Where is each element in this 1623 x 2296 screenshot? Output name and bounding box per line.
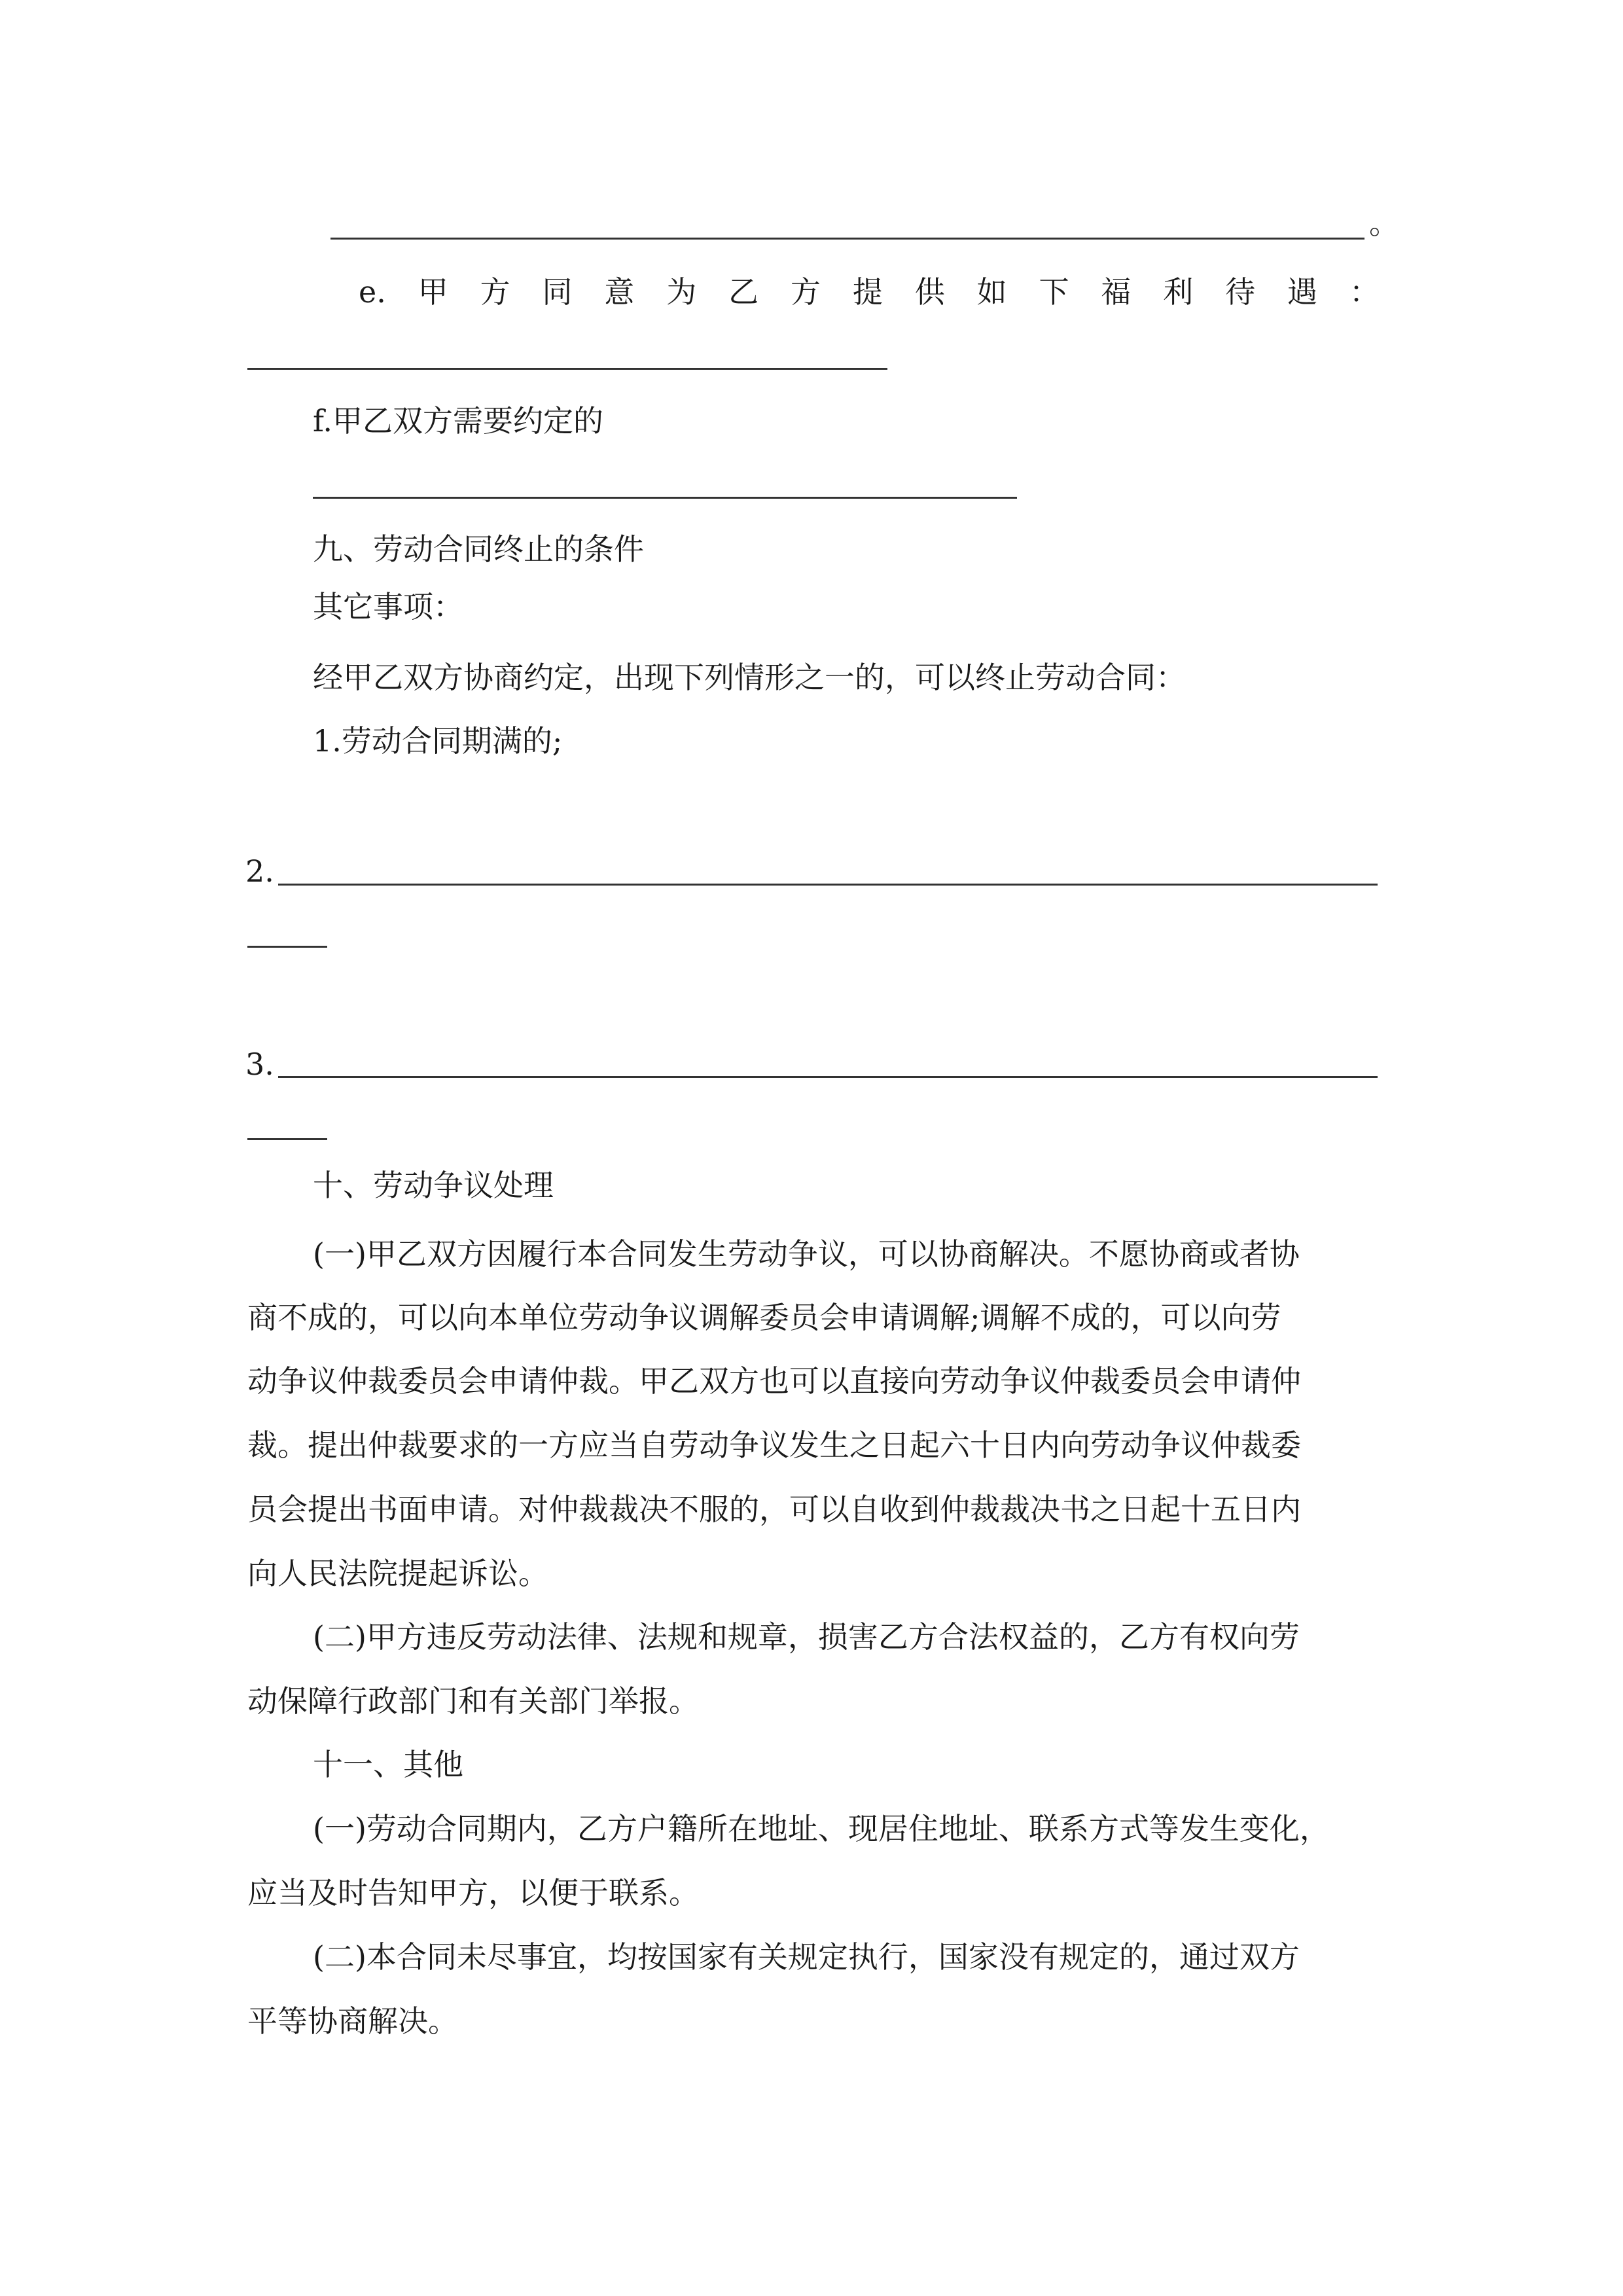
item-e-char: 甲: [418, 274, 448, 310]
top-period: 。: [1369, 206, 1399, 241]
item-e-char: 为: [666, 274, 697, 310]
section-9-item-3-label: 3.: [245, 1047, 274, 1082]
section-11-p1-line: 应当及时告知甲方，以便于联系。: [247, 1875, 699, 1910]
item-e-char: 乙: [728, 274, 759, 310]
item-f: f.甲乙双方需要约定的: [313, 403, 604, 439]
section-11-p1-line: (一)劳动合同期内，乙方户籍所在地址、现居住地址、联系方式等发生变化，: [313, 1811, 1330, 1846]
blank-line-item-2-cont: [247, 946, 327, 948]
item-e-line: [359, 274, 1380, 310]
section-10-p2-line: (二)甲方违反劳动法律、法规和规章，损害乙方合法权益的，乙方有权向劳: [313, 1619, 1300, 1655]
blank-line-e: [247, 368, 887, 370]
section-9-item-1: 1.劳动合同期满的;: [313, 723, 563, 759]
section-10-p2-line: 动保障行政部门和有关部门举报。: [247, 1683, 699, 1719]
blank-line-f: [313, 497, 1017, 499]
section-10-p1-line: (一)甲乙双方因履行本合同发生劳动争议，可以协商解决。不愿协商或者协: [313, 1236, 1300, 1272]
item-e-char: 方: [790, 274, 821, 310]
item-e-char: 待: [1225, 274, 1256, 310]
item-e-colon: ：: [1349, 274, 1380, 310]
section-11-p2-line: (二)本合同未尽事宜，均按国家有关规定执行，国家没有规定的，通过双方: [313, 1939, 1300, 1975]
section-9-heading: 九、劳动合同终止的条件: [313, 531, 644, 567]
item-e-char: 意: [604, 274, 635, 310]
section-9-other: 其它事项：: [313, 589, 463, 624]
section-10-p1-line: 动争议仲裁委员会申请仲裁。甲乙双方也可以直接向劳动争议仲裁委员会申请仲: [247, 1363, 1301, 1399]
section-10-heading: 十、劳动争议处理: [313, 1168, 554, 1203]
item-e-label: e.: [359, 274, 386, 310]
item-e-char: 方: [480, 274, 510, 310]
section-10-p1-line: 裁。提出仲裁要求的一方应当自劳动争议发生之日起六十日内向劳动争议仲裁委: [247, 1427, 1301, 1463]
item-e-char: 提: [852, 274, 883, 310]
section-11-p2-line: 平等协商解决。: [247, 2003, 458, 2039]
item-e-char: 遇: [1287, 274, 1317, 310]
section-10-p1-line: 向人民法院提起诉讼。: [247, 1556, 548, 1591]
section-10-p1-line: 员会提出书面申请。对仲裁裁决不服的，可以自收到仲裁裁决书之日起十五日内: [247, 1492, 1301, 1527]
section-10-p1-line: 商不成的，可以向本单位劳动争议调解委员会申请调解;调解不成的，可以向劳: [247, 1300, 1281, 1335]
blank-line-item-2: [278, 884, 1378, 886]
section-9-intro: 经甲乙双方协商约定，出现下列情形之一的，可以终止劳动合同：: [313, 660, 1186, 695]
item-e-char: 如: [976, 274, 1007, 310]
section-9-item-2-label: 2.: [245, 853, 274, 889]
blank-line-item-3-cont: [247, 1138, 327, 1140]
section-11-heading: 十一、其他: [313, 1747, 463, 1782]
blank-line-item-3: [278, 1076, 1378, 1078]
item-e-char: 同: [542, 274, 573, 310]
item-e-char: 福: [1101, 274, 1132, 310]
item-e-char: 供: [914, 274, 945, 310]
blank-line-top: [330, 238, 1364, 240]
item-e-char: 利: [1163, 274, 1194, 310]
item-e-char: 下: [1039, 274, 1069, 310]
